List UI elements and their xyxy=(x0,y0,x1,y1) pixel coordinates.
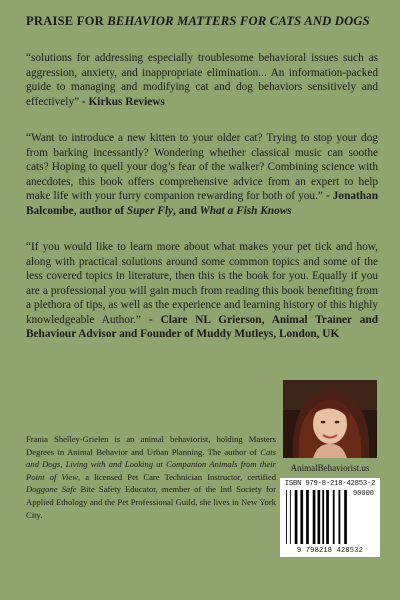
barcode-digits: 9 798218 428532 xyxy=(296,547,363,555)
praise-heading-book-title: BEHAVIOR MATTERS FOR CATS AND DOGS xyxy=(107,14,370,28)
attribution-prefix: - Clare NL Grierson, Animal Trainer and Behaviour Advisor and Founder of Muddy Mutleys, London, UK xyxy=(26,313,378,340)
quote-text: “If you would like to learn more about what makes your pet tick and how, along with practical solutions around some common topics and some of the less covered topics in literature, then this is the book for you. Equally if you are a professional you will gain much from reading this book benefiting from a plethora of tips, as well as the experience and learning history of this highly knowledgeable Author.” xyxy=(26,241,378,326)
barcode-bar xyxy=(322,490,324,544)
praise-heading-prefix: PRAISE FOR xyxy=(26,14,108,28)
barcode-bars xyxy=(286,490,348,544)
author-portrait-image xyxy=(283,380,377,458)
bio-text: Frania Shelley-Grielen is an animal behaviorist, holding Masters Degrees in Animal Behavior and Urban Planning. The author of xyxy=(26,434,276,457)
quote-grierson xyxy=(26,240,378,342)
barcode-bar xyxy=(295,490,298,544)
barcode-bar xyxy=(313,490,316,544)
attribution-prefix: - Jonathan Balcombe, author of xyxy=(26,190,378,217)
barcode-bar xyxy=(290,490,291,544)
barcode-bar xyxy=(306,490,309,544)
author-bio xyxy=(26,433,276,521)
isbn-barcode xyxy=(280,478,380,557)
barcode-bar xyxy=(300,490,303,544)
barcode-bar xyxy=(286,490,287,544)
barcode-bar xyxy=(344,490,347,544)
quote-text: “Want to introduce a new kitten to your older cat? Trying to stop your dog from barking incessantly? Wondering whether classical music can soothe cats? Hoping to quell your dog’s fear of the walker? Combining science with anecdotes, this book offers comprehensive advice from an expert to help make life with your furry companion rewarding for both of you.” xyxy=(26,132,378,202)
barcode-bar xyxy=(333,490,335,544)
quote-kirkus xyxy=(26,51,378,109)
quote-text: “solutions for addressing especially troublesome behavioral issues such as aggression, anxiety, and inappropriate elimination... An information-packed guide to managing and modifying cat and dog behaviors sensitively and effectively” xyxy=(26,52,378,108)
attribution-prefix: - Kirkus Reviews xyxy=(79,95,165,108)
attribution-work-super-fly: Super Fly xyxy=(126,204,173,217)
isbn-label: ISBN 979-8-218-42853-2 xyxy=(284,480,376,488)
barcode-bar xyxy=(326,490,329,544)
price-addon-code: 90000 xyxy=(352,490,374,498)
barcode-bar xyxy=(318,490,321,544)
bio-text: , a licensed Pet Care Technician Instructor, certified xyxy=(77,471,276,482)
attribution-work-what-a-fish-knows: What a Fish Knows xyxy=(199,204,292,217)
quote-balcombe xyxy=(26,131,378,218)
barcode-bar xyxy=(339,490,341,544)
attribution-joiner: , and xyxy=(172,204,200,217)
praise-heading xyxy=(26,14,378,29)
bio-text: Bite Safety Educator, member of the Intl Society for Applied Ethology and the Pet Professional Guild, she lives in New York City. xyxy=(26,484,276,520)
bio-book-title: Cats and Dogs, Living with and Looking at Companion Animals from their Point of View xyxy=(26,446,276,482)
bio-program-title: Doggone Safe xyxy=(26,484,77,495)
author-photo xyxy=(283,380,377,458)
quote-attribution xyxy=(79,96,165,108)
author-website: AnimalBehaviorist.us xyxy=(290,463,370,473)
